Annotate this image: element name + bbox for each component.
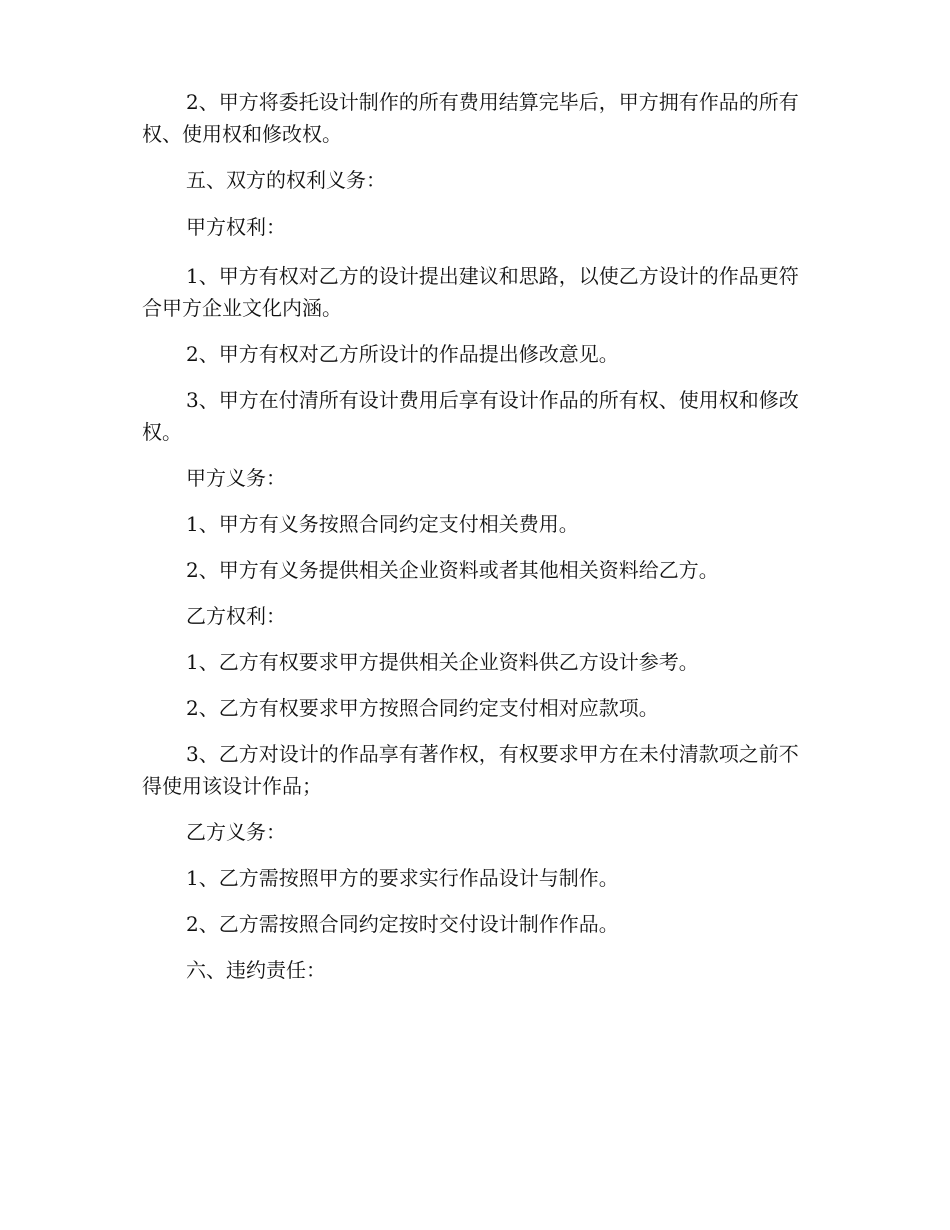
section-heading-rights-obligations: 五、双方的权利义务：	[186, 168, 386, 192]
paragraph-party-b-right-1: 1、乙方有权要求甲方提供相关企业资料供乙方设计参考。	[186, 650, 699, 674]
document-body	[142, 86, 812, 986]
paragraph-party-b-right-2: 2、乙方有权要求甲方按照合同约定支付相对应款项。	[186, 696, 659, 720]
section-heading-breach-liability: 六、违约责任：	[186, 958, 326, 982]
paragraph-party-b-obligation-2: 2、乙方需按照合同约定按时交付设计制作作品。	[186, 912, 619, 936]
paragraph-ownership-clause: 2、甲方将委托设计制作的所有费用结算完毕后，甲方拥有作品的所有权、使用权和修改权。	[142, 90, 799, 146]
subheading-party-a-rights: 甲方权利：	[186, 215, 286, 239]
subheading-party-b-obligations: 乙方义务：	[186, 820, 286, 844]
subheading-party-a-obligations: 甲方义务：	[186, 466, 286, 490]
paragraph-party-a-right-3: 3、甲方在付清所有设计费用后享有设计作品的所有权、使用权和修改权。	[142, 388, 799, 444]
paragraph-party-b-obligation-1: 1、乙方需按照甲方的要求实行作品设计与制作。	[186, 866, 619, 890]
subheading-party-b-rights: 乙方权利：	[186, 604, 286, 628]
paragraph-party-a-obligation-1: 1、甲方有义务按照合同约定支付相关费用。	[186, 512, 579, 536]
paragraph-party-b-right-3: 3、乙方对设计的作品享有著作权，有权要求甲方在未付清款项之前不得使用该设计作品；	[142, 742, 799, 798]
paragraph-party-a-right-2: 2、甲方有权对乙方所设计的作品提出修改意见。	[186, 342, 619, 366]
paragraph-party-a-obligation-2: 2、甲方有义务提供相关企业资料或者其他相关资料给乙方。	[186, 558, 719, 582]
paragraph-party-a-right-1: 1、甲方有权对乙方的设计提出建议和思路，以使乙方设计的作品更符合甲方企业文化内涵。	[142, 264, 799, 320]
